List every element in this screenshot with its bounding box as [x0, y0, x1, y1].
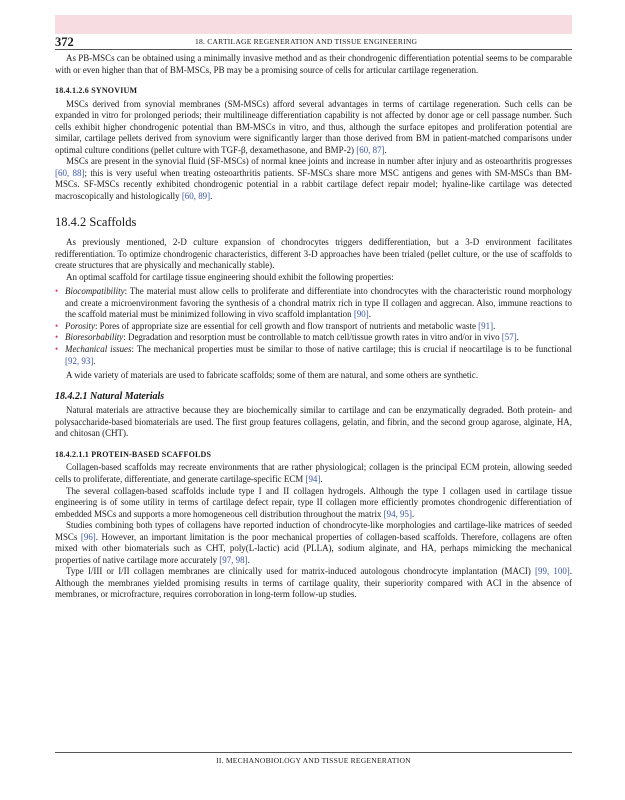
protein-p2-text: The several collagen-based scaffolds include type I and II collagen hydrogels. Although the type I collagen used in cartilage tissue engineering is of some utility in terms of cartilage defect repair, type II collagen more efficiently promotes chondrogenic differentiation of embedded MSCs and supports a more homogeneous cell distribution throughout the matrix: [55, 485, 572, 519]
citation-link[interactable]: [94, 95]: [383, 508, 412, 519]
protein-p4-text-b: . Although the membranes yielded promising results in terms of cartilage quality, their superiority compared with ACI in the absence of membranes, or microfracture, requires corroboration in long-term follow-up studies.: [55, 566, 573, 600]
protein-paragraph-4: [55, 566, 572, 601]
citation-link[interactable]: [57]: [501, 332, 517, 343]
citation-link[interactable]: [60, 89]: [181, 191, 211, 202]
running-head: [55, 35, 572, 49]
property-term: Biocompatibility: [65, 286, 125, 297]
synovium-heading: 18.4.1.2.6 SYNOVIUM: [55, 86, 138, 96]
protein-p3-text-b: . However, an important limitation is the poor mechanical properties of collagen-based scaffolds. Therefore, collagens are often mixed with other biomaterials such as CHT, poly(L-lactic) acid (PLLA), sodium alginate, and HA, perhaps mimicking the mechanical properties of native cartilage more accurately: [55, 531, 573, 565]
property-term: Porosity: [65, 320, 95, 331]
page-footer: II. MECHANOBIOLOGY AND TISSUE REGENERATION: [216, 756, 411, 765]
protein-p4-text-a: Type I/III or I/II collagen membranes are clinically used for matrix-induced autologous chondrocyte implantation (MACI): [66, 566, 531, 577]
page-number: 372: [55, 35, 74, 49]
citation-link[interactable]: [60, 87]: [356, 144, 385, 155]
citation-link[interactable]: [91]: [478, 320, 494, 331]
property-term: Bioresorbability: [65, 332, 124, 343]
protein-p1-text: Collagen-based scaffolds may recreate environments that are rather physiological; collagen is the principal ECM protein, allowing seeded cells to proliferate, differentiate, and generate cartilage-specific ECM: [55, 462, 572, 484]
protein-paragraph-3: Studies combining both types of collagens have reported induction of chondrocyte-like morphologies and cartilage-like matrices of seeded MSCs [96]. However, an important limitation is the poor mechanical properties of collagen-based scaffolds. Therefore, collagens are often mixed with other biomaterials such as CHT, poly(L-lactic) acid (PLLA), sodium alginate, and HA, perhaps mimicking the mechanical properties of native cartilage more accurately [97, 98].: [55, 520, 573, 565]
header-accent-bar: [55, 15, 572, 34]
natural-materials-heading: 18.4.2.1 Natural Materials: [55, 390, 165, 402]
page-body: [55, 53, 572, 601]
header-rule: [55, 49, 572, 50]
natural-materials-paragraph: Natural materials are attractive because they are biochemically similar to cartilage and can be enzymatically degraded. Both protein- and polysaccharide-based biomaterials are used. The first group features collagens, gelatin, and fibrin, and the second group agarose, alginate, HA, and chitosan (CHT).: [55, 405, 572, 439]
property-text: : The mechanical properties must be similar to those of native cartilage; this is crucial if neocartilage is to be functional: [131, 344, 572, 355]
scaffolds-paragraph-1: As previously mentioned, 2-D culture expansion of chondrocytes triggers dedifferentiation, but a 3-D environment facilitates redifferentiation. To optimize chondrogenic characteristics, different 3-D approaches have been trialed (pellet culture, or the use of scaffolds to create structures that are physically and mechanically stable).: [55, 237, 572, 271]
scaffold-properties-list: [55, 286, 572, 367]
bullet-icon: •: [55, 332, 59, 343]
citation-link[interactable]: [96]: [80, 531, 96, 542]
property-term: Mechanical issues: [65, 344, 132, 355]
list-item: • Porosity: Pores of appropriate size are essential for cell growth and flow transport of nutrients and metabolic waste [91].: [55, 320, 496, 331]
synovium-p1-text: MSCs derived from synovial membranes (SM-MSCs) afford several advantages in terms of cartilage regeneration. Such cells can be expanded in vitro for prolonged periods; their multilineage differentiation capability is not affected by donor age or cell passage number. Such cells exhibit higher chondrogenic potential than BM-MSCs in vitro, and thus, although the surface epitopes and proliferation potential are similar, cartilage pellets derived from synovium were significantly larger than those derived from BM in patient-matched comparisons under optimal culture conditions (pellet culture with TGF-β, dexamethasone, and BMP-2): [55, 98, 572, 155]
citation-link[interactable]: [94]: [305, 473, 321, 484]
list-item: • Mechanical issues: The mechanical properties must be similar to those of native cartilage; this is crucial if neocartilage is to be functional [92, 93].: [55, 344, 572, 366]
scaffolds-paragraph-3: A wide variety of materials are used to fabricate scaffolds; some of them are natural, and some others are synthetic.: [66, 370, 479, 381]
protein-paragraph-2: The several collagen-based scaffolds include type I and II collagen hydrogels. Although the type I collagen used in cartilage tissue engineering is of some utility in terms of cartilage defect repair, type II collagen more efficiently promotes chondrogenic differentiation of embedded MSCs and supports a more homogeneous cell distribution throughout the matrix [94, 95].: [55, 485, 572, 519]
scaffolds-heading: 18.4.2 Scaffolds: [55, 214, 137, 229]
property-text: : The material must allow cells to proliferate and differentiate into chondrocytes with the characteristic round morphology and create a microenvironment favoring the synthesis of a chondral matrix rich in type II collagen and aggrecan. Also, immune reactions to the scaffold material must be minimized following in vivo scaffold implantation: [65, 286, 572, 320]
citation-link[interactable]: [99, 100]: [535, 566, 570, 577]
list-item: • Biocompatibility: The material must allow cells to proliferate and differentiate into chondrocytes with the characteristic round morphology and create a microenvironment favoring the synthesis of a chondral matrix rich in type II collagen and aggrecan. Also, immune reactions to the scaffold material must be minimized following in vivo scaffold implantation [90].: [55, 286, 572, 320]
list-item: • Bioresorbability: Degradation and resorption must be controllable to match cell/tissue growth rates in vitro and/or in vivo [57].: [55, 332, 519, 343]
property-text: : Degradation and resorption must be controllable to match cell/tissue growth rates in vitro and/or in vivo: [123, 332, 500, 343]
bullet-icon: •: [55, 320, 59, 331]
property-text: : Pores of appropriate size are essential for cell growth and flow transport of nutrients and metabolic waste: [94, 320, 476, 331]
citation-link[interactable]: [60, 88]: [55, 167, 85, 178]
synovium-paragraph-1: MSCs derived from synovial membranes (SM-MSCs) afford several advantages in terms of cartilage regeneration. Such cells can be expanded in vitro for prolonged periods; their multilineage differentiation capability is not affected by donor age or cell passage number. Such cells exhibit higher chondrogenic potential than BM-MSCs in vitro, and thus, although the surface epitopes and proliferation potential are similar, cartilage pellets derived from synovium were significantly larger than those derived from BM in patient-matched comparisons under optimal culture conditions (pellet culture with TGF-β, dexamethasone, and BMP-2) [60, 87].: [55, 98, 572, 155]
citation-link[interactable]: [92, 93]: [65, 355, 94, 366]
synovium-p2-text-a: MSCs are present in the synovial fluid (SF-MSCs) of normal knee joints and increase in number after injury and as osteoarthritis progresses: [66, 156, 572, 167]
bullet-icon: •: [55, 344, 59, 355]
protein-p3-text-a: Studies combining both types of collagens have reported induction of chondrocyte-like morphologies and cartilage-like matrices of seeded MSCs: [55, 520, 572, 542]
citation-link[interactable]: [97, 98]: [219, 554, 248, 565]
bullet-icon: •: [55, 286, 59, 297]
synovium-p2-text-b: ; this is very useful when treating osteoarthritis patients. SF-MSCs share more MSC antigens and genes with SM-MSCs than BM-MSCs. SF-MSCs recently exhibited chondrogenic potential in a rabbit cartilage defect repair model; hyaline-like cartilage was detected macroscopically and histologically: [55, 167, 572, 202]
scaffolds-paragraph-2: An optimal scaffold for cartilage tissue engineering should exhibit the following properties:: [66, 271, 394, 282]
protein-paragraph-1: Collagen-based scaffolds may recreate environments that are rather physiological; collagen is the principal ECM protein, allowing seeded cells to proliferate, differentiate, and generate cartilage-specific ECM [94].: [55, 462, 572, 484]
protein-scaffolds-heading: 18.4.2.1.1 PROTEIN-BASED SCAFFOLDS: [55, 449, 212, 459]
citation-link[interactable]: [90]: [353, 309, 369, 320]
footer-rule: [55, 752, 572, 753]
intro-paragraph: As PB-MSCs can be obtained using a minimally invasive method and as their chondrogenic differentiation potential seems to be comparable with or even higher than that of BM-MSCs, PB may be a promising source of cells for articular cartilage regeneration.: [55, 53, 572, 75]
running-title: 18. CARTILAGE REGENERATION AND TISSUE ENGINEERING: [195, 37, 418, 46]
synovium-paragraph-2: MSCs are present in the synovial fluid (SF-MSCs) of normal knee joints and increase in number after injury and as osteoarthritis progresses [60, 88]; this is very useful when treating osteoarthritis patients. SF-MSCs share more MSC antigens and genes with SM-MSCs than BM-MSCs. SF-MSCs recently exhibited chondrogenic potential in a rabbit cartilage defect repair model; hyaline-like cartilage was detected macroscopically and histologically [60, 89].: [55, 156, 572, 202]
